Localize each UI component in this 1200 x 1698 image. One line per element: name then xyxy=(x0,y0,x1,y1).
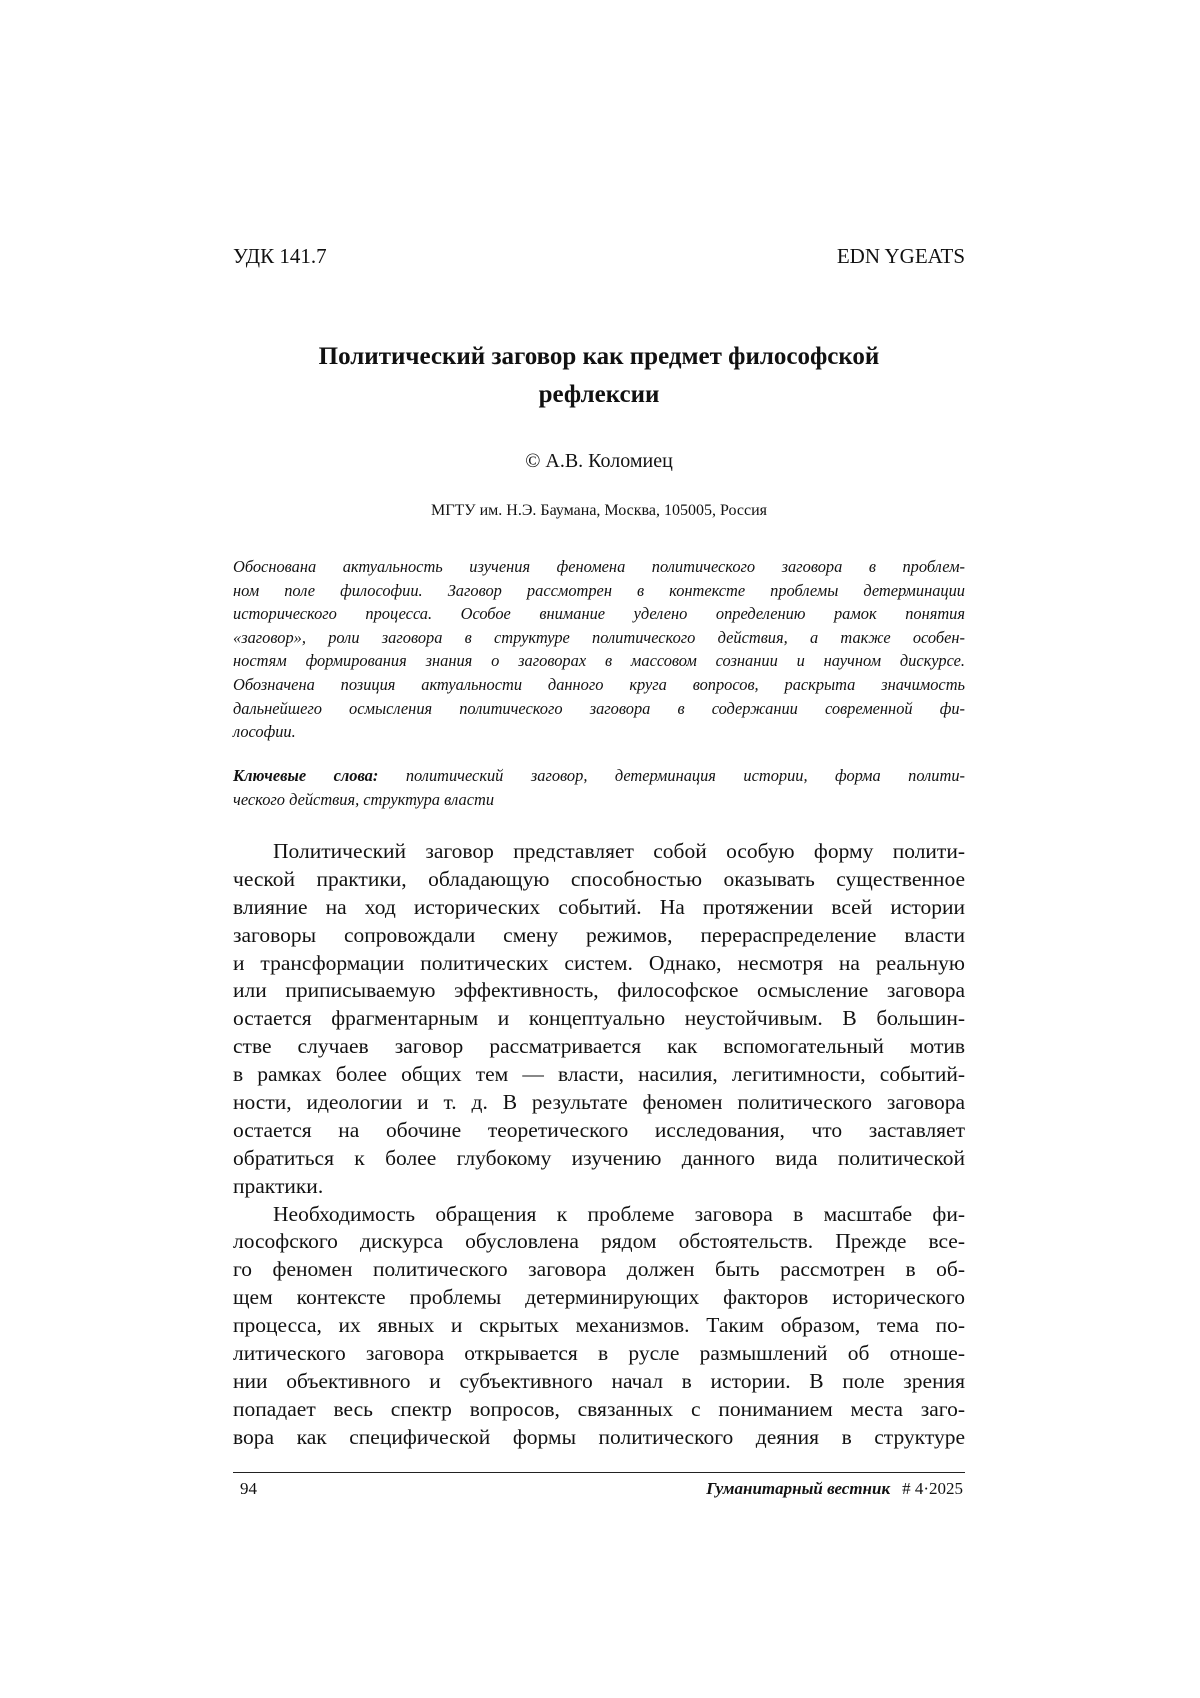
body-line: вора как специфической формы политического деяния в структуре xyxy=(233,1424,965,1449)
abstract-line: Обозначена позиция актуальности данного круга вопросов, раскрыта значимость xyxy=(233,674,965,694)
abstract-line: лософии. xyxy=(233,722,296,742)
title-line: Политический заговор как предмет философской xyxy=(318,343,880,370)
keywords-line: ческого действия, структура власти xyxy=(233,789,495,809)
body-line: Необходимость обращения к проблеме заговора в масштабе фи- xyxy=(273,1201,965,1226)
udk-code: УДК 141.7 xyxy=(233,244,327,268)
abstract-line: Обоснована актуальность изучения феномена политического заговора в проблем- xyxy=(233,557,965,576)
page-number: 94 xyxy=(240,1479,257,1498)
abstract-line: «заговор», роли заговора в структуре политического действия, а также особен- xyxy=(233,627,965,647)
issue-number: # 4·2025 xyxy=(902,1479,963,1498)
body-line: го феномен политического заговора должен быть рассмотрен в об- xyxy=(233,1257,965,1282)
keywords-line xyxy=(233,764,965,788)
body-line: лософского дискурса обусловлена рядом обстоятельств. Прежде все- xyxy=(233,1229,965,1254)
journal-info xyxy=(706,1479,963,1499)
body-line: или приписываемую эффективность, философское осмысление заговора xyxy=(233,978,965,1003)
body-line: и трансформации политических систем. Однако, несмотря на реальную xyxy=(233,950,965,975)
edn-code: EDN YGEATS xyxy=(836,244,965,268)
paragraph xyxy=(233,1201,965,1452)
body-line: литического заговора открывается в русле размышлений об отноше- xyxy=(233,1341,965,1366)
journal-name: Гуманитарный вестник xyxy=(706,1479,891,1498)
body-line: попадает весь спектр вопросов, связанных с пониманием места заго- xyxy=(233,1396,965,1421)
abstract xyxy=(233,555,965,744)
keywords xyxy=(233,764,965,811)
keywords-text: политический заговор, детерминация истории, форма полити- xyxy=(405,766,965,785)
paragraph xyxy=(233,838,965,1201)
body-line: стве случаев заговор рассматривается как вспомогательный мотив xyxy=(233,1034,965,1059)
article-body xyxy=(233,838,965,1452)
abstract-line: ностям формирования знания о заговорах в массовом сознании и научном дискурсе. xyxy=(233,651,965,671)
body-line: остается фрагментарным и концептуально неустойчивым. В большин- xyxy=(233,1006,965,1031)
body-line: щем контексте проблемы детерминирующих факторов исторического xyxy=(233,1285,965,1310)
abstract-line: ном поле философии. Заговор рассмотрен в контексте проблемы детерминации xyxy=(233,580,965,600)
body-line: практики. xyxy=(233,1173,324,1198)
abstract-line: дальнейшего осмысления политического заговора в содержании современной фи- xyxy=(233,698,965,718)
body-line: в рамках более общих тем — власти, насилия, легитимности, событий- xyxy=(233,1062,965,1087)
body-line: заговоры сопровождали смену режимов, перераспределение власти xyxy=(233,922,965,947)
footer-divider xyxy=(233,1472,965,1473)
body-line: ческой практики, обладающую способностью оказывать существенное xyxy=(233,866,965,891)
author: © А.В. Коломиец xyxy=(525,450,673,472)
body-line: обратиться к более глубокому изучению данного вида политической xyxy=(233,1145,965,1170)
body-line: остается на обочине теоретического исследования, что заставляет xyxy=(233,1117,965,1142)
body-line: процесса, их явных и скрытых механизмов. Таким образом, тема по- xyxy=(233,1313,965,1338)
keywords-label: Ключевые слова: xyxy=(233,766,379,785)
body-line: нии объективного и субъективного начал в истории. В поле зрения xyxy=(233,1368,965,1393)
body-line: ности, идеологии и т. д. В результате феномен политического заговора xyxy=(233,1090,965,1115)
article-title xyxy=(233,338,965,414)
affiliation: МГТУ им. Н.Э. Баумана, Москва, 105005, Россия xyxy=(431,502,767,519)
body-line: Политический заговор представляет собой особую форму полити- xyxy=(273,839,965,863)
body-line: влияние на ход исторических событий. На протяжении всей истории xyxy=(233,894,965,919)
abstract-line: исторического процесса. Особое внимание уделено определению рамок понятия xyxy=(233,604,965,624)
title-line: рефлексии xyxy=(538,381,660,408)
